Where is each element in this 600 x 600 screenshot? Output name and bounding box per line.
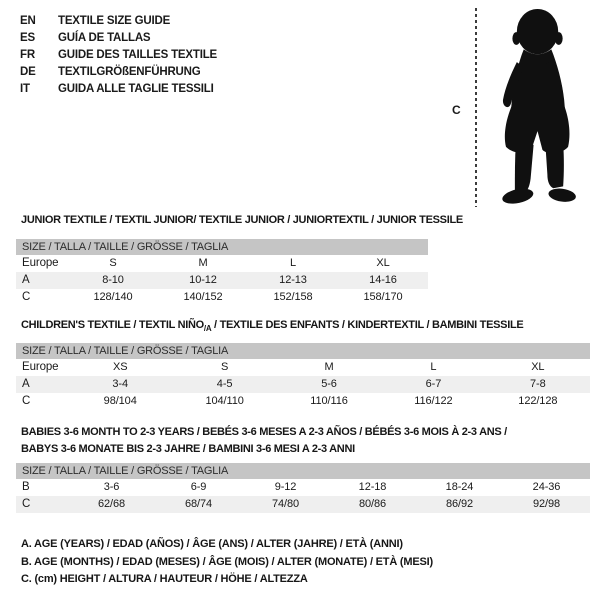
junior-table bbox=[16, 239, 428, 306]
cell: 116/122 bbox=[414, 395, 453, 407]
footnotes bbox=[21, 536, 433, 589]
table-row bbox=[16, 289, 428, 306]
cell: 18-24 bbox=[445, 481, 474, 493]
cell: 128/140 bbox=[93, 291, 133, 303]
language-row-de bbox=[20, 64, 217, 81]
language-label: TEXTILGRÖßENFÜHRUNG bbox=[58, 66, 201, 78]
language-code: ES bbox=[20, 32, 35, 44]
row-label: Europe bbox=[22, 361, 59, 373]
row-label: A bbox=[22, 274, 30, 286]
cell: 80/86 bbox=[358, 498, 387, 510]
babies-table-title bbox=[21, 424, 586, 458]
cell: 6-7 bbox=[425, 378, 442, 390]
cell: XL bbox=[531, 361, 545, 373]
children-table-title bbox=[21, 317, 586, 337]
cell: 5-6 bbox=[321, 378, 337, 390]
cell: 14-16 bbox=[369, 274, 397, 286]
language-label: GUIDE DES TAILLES TEXTILE bbox=[58, 49, 217, 61]
cell: S bbox=[109, 257, 117, 269]
row-label: Europe bbox=[22, 257, 59, 269]
cell: 74/80 bbox=[271, 498, 300, 510]
cell: 110/116 bbox=[310, 395, 348, 407]
cell: 104/110 bbox=[205, 395, 244, 407]
cell: 158/170 bbox=[363, 291, 403, 303]
cell: 10-12 bbox=[189, 274, 217, 286]
footnote-c: C. (cm) HEIGHT / ALTURA / HAUTEUR / HÖHE / ALTEZZA bbox=[21, 573, 308, 585]
language-label: GUIDA ALLE TAGLIE TESSILI bbox=[58, 83, 214, 95]
babies-title-line1: BABIES 3-6 MONTH TO 2-3 YEARS / BEBÉS 3-6 MESES A 2-3 AÑOS / BÉBÉS 3-6 MOIS À 2-3 ANS / bbox=[21, 426, 507, 438]
cell: 3-6 bbox=[103, 481, 120, 493]
cell: 86/92 bbox=[445, 498, 474, 510]
height-dashed-line bbox=[475, 8, 477, 207]
language-code: EN bbox=[20, 15, 36, 27]
title-subscript: /A bbox=[203, 324, 212, 334]
cell: 3-4 bbox=[112, 378, 128, 390]
language-row-es bbox=[20, 30, 217, 47]
table-row bbox=[16, 479, 590, 496]
junior-table-title: JUNIOR TEXTILE / TEXTIL JUNIOR/ TEXTILE JUNIOR / JUNIORTEXTIL / JUNIOR TESSILE bbox=[21, 214, 463, 226]
junior-size-header: SIZE / TALLA / TAILLE / GRÖSSE / TAGLIA bbox=[16, 239, 428, 255]
height-marker-label: C bbox=[452, 103, 461, 117]
babies-table bbox=[16, 463, 590, 513]
row-label: C bbox=[22, 498, 31, 510]
cell: M bbox=[324, 361, 334, 373]
table-row bbox=[16, 496, 590, 513]
baby-silhouette-icon bbox=[481, 5, 598, 208]
cell: 9-12 bbox=[274, 481, 297, 493]
language-label: GUÍA DE TALLAS bbox=[58, 32, 151, 44]
row-label: B bbox=[22, 481, 30, 493]
language-label: TEXTILE SIZE GUIDE bbox=[58, 15, 171, 27]
row-label: C bbox=[22, 291, 31, 303]
cell: L bbox=[289, 257, 297, 269]
row-label: A bbox=[22, 378, 30, 390]
cell: M bbox=[198, 257, 208, 269]
cell: 122/128 bbox=[518, 395, 558, 407]
cell: 6-9 bbox=[190, 481, 207, 493]
footnote-a: A. AGE (YEARS) / EDAD (AÑOS) / ÂGE (ANS) / ALTER (JAHRE) / ETÀ (ANNI) bbox=[21, 538, 403, 550]
title-text: / TEXTILE DES ENFANTS / KINDERTEXTIL / BAMBINI TESSILE bbox=[211, 319, 524, 331]
cell: 140/152 bbox=[183, 291, 223, 303]
language-row-en bbox=[20, 13, 217, 30]
row-label: C bbox=[22, 395, 31, 407]
language-code: DE bbox=[20, 66, 36, 78]
cell: 68/74 bbox=[184, 498, 213, 510]
cell: S bbox=[220, 361, 229, 373]
footnote-b: B. AGE (MONTHS) / EDAD (MESES) / ÂGE (MOIS) / ALTER (MONATE) / ETÀ (MESI) bbox=[21, 555, 433, 568]
table-row bbox=[16, 272, 428, 289]
cell: L bbox=[430, 361, 437, 373]
cell: 98/104 bbox=[103, 395, 137, 407]
language-row-it bbox=[20, 81, 217, 98]
cell: XL bbox=[376, 257, 390, 269]
cell: 92/98 bbox=[532, 498, 561, 510]
babies-size-header: SIZE / TALLA / TAILLE / GRÖSSE / TAGLIA bbox=[16, 463, 590, 479]
cell: 8-10 bbox=[102, 274, 124, 286]
children-table bbox=[16, 343, 590, 410]
cell: 4-5 bbox=[216, 378, 233, 390]
language-legend bbox=[20, 13, 217, 98]
table-row bbox=[16, 255, 428, 272]
table-row bbox=[16, 393, 590, 410]
cell: XS bbox=[112, 361, 128, 373]
children-size-header: SIZE / TALLA / TAILLE / GRÖSSE / TAGLIA bbox=[16, 343, 590, 359]
title-text: CHILDREN'S TEXTILE / TEXTIL NIÑO bbox=[21, 319, 204, 331]
cell: 24-36 bbox=[532, 481, 561, 493]
language-row-fr bbox=[20, 47, 217, 64]
cell: 12-18 bbox=[358, 481, 387, 493]
cell: 7-8 bbox=[530, 378, 546, 390]
language-code: FR bbox=[20, 49, 35, 61]
cell: 152/158 bbox=[273, 291, 313, 303]
table-row bbox=[16, 376, 590, 393]
language-code: IT bbox=[20, 83, 30, 95]
table-row bbox=[16, 359, 590, 376]
cell: 12-13 bbox=[279, 274, 307, 286]
cell: 62/68 bbox=[97, 498, 126, 510]
babies-title-line2: BABYS 3-6 MONATE BIS 2-3 JAHRE / BAMBINI 3-6 MESI A 2-3 ANNI bbox=[21, 443, 355, 455]
